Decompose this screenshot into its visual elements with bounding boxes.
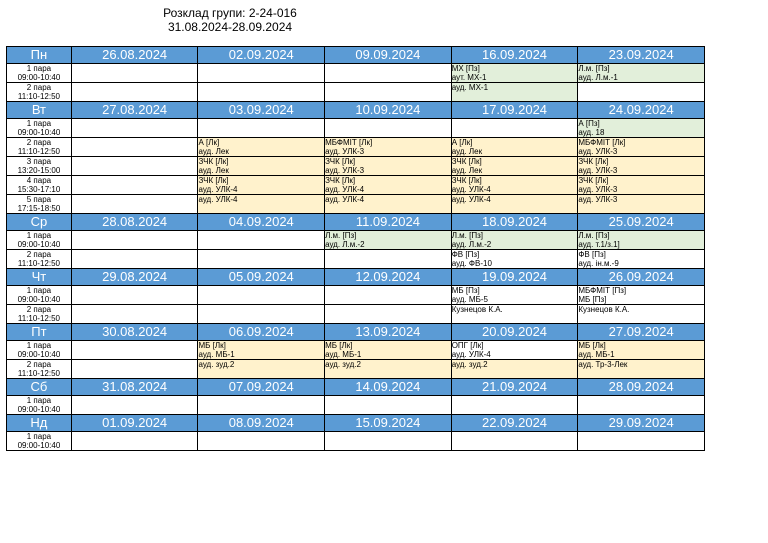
lesson-cell (71, 341, 198, 360)
lesson-cell (325, 64, 452, 83)
day-header-row (7, 47, 705, 64)
lesson-cell[interactable] (451, 83, 578, 102)
lesson-cell (451, 396, 578, 415)
date-header: 13.09.2024 (325, 324, 452, 341)
lesson-cell[interactable] (451, 195, 578, 214)
date-header: 25.09.2024 (578, 214, 705, 231)
date-header: 26.08.2024 (71, 47, 198, 64)
day-name: Нд (7, 415, 72, 432)
lesson-cell[interactable] (451, 360, 578, 379)
lesson-text: ауд. УЛК-3 (578, 195, 618, 204)
date-header: 31.08.2024 (71, 379, 198, 396)
date-header: 09.09.2024 (325, 47, 452, 64)
lesson-cell[interactable] (578, 138, 705, 157)
slot-time-range: 11:10-12:50 (17, 259, 60, 268)
date-header: 11.09.2024 (325, 214, 452, 231)
day-name: Вт (7, 102, 72, 119)
lesson-cell (198, 432, 325, 451)
slot-time-range: 11:10-12:50 (17, 369, 60, 378)
lesson-slot-row (7, 250, 705, 269)
date-header: 29.08.2024 (71, 269, 198, 286)
slot-time-range: 09:00-10:40 (17, 441, 61, 450)
slot-time (7, 286, 72, 305)
date-header: 23.09.2024 (578, 47, 705, 64)
lesson-cell (198, 250, 325, 269)
date-header: 01.09.2024 (71, 415, 198, 432)
slot-number: 1 пара (26, 231, 52, 240)
slot-time (7, 195, 72, 214)
slot-time (7, 138, 72, 157)
lesson-cell (71, 250, 198, 269)
date-header: 18.09.2024 (451, 214, 578, 231)
lesson-cell (325, 305, 452, 324)
lesson-slot-row (7, 432, 705, 451)
lesson-cell (325, 286, 452, 305)
lesson-text: ОПГ [Лк] ауд. УЛК-4 (451, 341, 491, 359)
lesson-cell (578, 83, 705, 102)
day-header-row (7, 269, 705, 286)
date-header: 30.08.2024 (71, 324, 198, 341)
lesson-cell[interactable] (578, 305, 705, 324)
lesson-text: ЗЧК [Лк] ауд. УЛК-3 (325, 157, 365, 175)
day-header-row (7, 379, 705, 396)
schedule-grid (6, 46, 705, 451)
date-header: 29.09.2024 (578, 415, 705, 432)
lesson-cell (71, 305, 198, 324)
schedule-grid-body (7, 47, 705, 451)
lesson-cell[interactable] (451, 138, 578, 157)
lesson-slot-row (7, 119, 705, 138)
slot-number: 1 пара (26, 432, 52, 441)
lesson-cell (71, 195, 198, 214)
lesson-text: ЗЧК [Лк] ауд. УЛК-4 (451, 176, 491, 194)
lesson-cell (71, 360, 198, 379)
slot-time (7, 64, 72, 83)
lesson-cell (578, 396, 705, 415)
lesson-text: ЗЧК [Лк] ауд. Лек (451, 157, 483, 175)
slot-number: 1 пара (26, 286, 52, 295)
lesson-text: Л.м. [Пз] ауд. т.1/з.1] (578, 231, 620, 249)
lesson-slot-row (7, 195, 705, 214)
lesson-text: Л.м. [Пз] ауд. Л.м.-1 (578, 64, 618, 82)
slot-number: 2 пара (26, 360, 52, 369)
date-header: 05.09.2024 (198, 269, 325, 286)
lesson-cell[interactable] (451, 231, 578, 250)
lesson-cell (71, 286, 198, 305)
lesson-cell[interactable] (451, 341, 578, 360)
lesson-cell (71, 64, 198, 83)
lesson-cell (198, 286, 325, 305)
lesson-cell (71, 119, 198, 138)
date-header: 26.09.2024 (578, 269, 705, 286)
lesson-cell[interactable] (451, 64, 578, 83)
lesson-text: ЗЧК [Лк] ауд. УЛК-4 (325, 176, 365, 194)
date-header: 14.09.2024 (325, 379, 452, 396)
date-header: 27.09.2024 (578, 324, 705, 341)
date-header: 17.09.2024 (451, 102, 578, 119)
date-header: 06.09.2024 (198, 324, 325, 341)
lesson-text: ЗЧК [Лк] ауд. Лек (198, 157, 229, 175)
slot-time (7, 305, 72, 324)
lesson-text: МБ [Лк] ауд. МБ-1 (325, 341, 362, 359)
slot-time-range: 09:00-10:40 (17, 128, 61, 137)
date-header: 07.09.2024 (198, 379, 325, 396)
slot-number: 2 пара (26, 250, 52, 259)
lesson-text: ЗЧК [Лк] ауд. УЛК-3 (578, 157, 618, 175)
date-header: 28.09.2024 (578, 379, 705, 396)
lesson-cell (451, 432, 578, 451)
slot-number: 5 пара (26, 195, 52, 204)
slot-time-range: 09:00-10:40 (17, 405, 61, 414)
lesson-slot-row (7, 360, 705, 379)
slot-number: 1 пара (26, 64, 52, 73)
date-header: 28.08.2024 (71, 214, 198, 231)
slot-number: 4 пара (26, 176, 52, 185)
lesson-text: ауд. зуд.2 (451, 360, 488, 369)
lesson-cell (198, 396, 325, 415)
lesson-cell[interactable] (198, 176, 325, 195)
lesson-cell[interactable] (198, 157, 325, 176)
lesson-text: Кузнецов К.А. (578, 305, 630, 314)
lesson-text: МБ [Пз] ауд. МБ-5 (451, 286, 488, 304)
lesson-cell[interactable] (578, 231, 705, 250)
lesson-cell[interactable] (451, 286, 578, 305)
day-header-row (7, 102, 705, 119)
lesson-cell (71, 432, 198, 451)
slot-time (7, 396, 72, 415)
lesson-cell[interactable] (198, 341, 325, 360)
slot-number: 3 пара (26, 157, 52, 166)
lesson-cell[interactable] (451, 305, 578, 324)
lesson-text: ФВ [Пз] ауд. ФВ-10 (451, 250, 492, 268)
lesson-cell (325, 432, 452, 451)
lesson-cell (71, 231, 198, 250)
lesson-cell[interactable] (325, 360, 452, 379)
slot-time-range: 17:15-18:50 (17, 204, 61, 213)
lesson-cell[interactable] (325, 138, 452, 157)
date-header: 16.09.2024 (451, 47, 578, 64)
lesson-text: ауд. УЛК-4 (198, 195, 238, 204)
date-header: 02.09.2024 (198, 47, 325, 64)
lesson-text: Л.м. [Пз] ауд. Л.м.-2 (325, 231, 365, 249)
lesson-text: ЗЧК [Лк] ауд. УЛК-4 (198, 176, 238, 194)
lesson-cell (325, 83, 452, 102)
lesson-cell[interactable] (198, 360, 325, 379)
lesson-slot-row (7, 64, 705, 83)
lesson-text: МБ [Лк] ауд. МБ-1 (198, 341, 235, 359)
lesson-cell[interactable] (578, 157, 705, 176)
lesson-slot-row (7, 286, 705, 305)
lesson-text: МБФМІТ [Пз] МБ [Пз] (578, 286, 627, 304)
lesson-text: А [Пз] ауд. 18 (578, 119, 605, 137)
date-header: 03.09.2024 (198, 102, 325, 119)
day-name: Пт (7, 324, 72, 341)
day-name: Чт (7, 269, 72, 286)
lesson-text: ауд. зуд.2 (325, 360, 361, 369)
schedule-title (150, 6, 310, 34)
slot-time-range: 13:20-15:00 (17, 166, 61, 175)
lesson-cell (71, 157, 198, 176)
lesson-slot-row (7, 396, 705, 415)
lesson-slot-row (7, 176, 705, 195)
lesson-text: МБФМІТ [Лк] ауд. УЛК-3 (325, 138, 373, 156)
day-header-row (7, 324, 705, 341)
schedule-period: 31.08.2024-28.09.2024 (167, 20, 293, 34)
lesson-cell[interactable] (578, 119, 705, 138)
lesson-cell (198, 305, 325, 324)
slot-time-range: 09:00-10:40 (17, 73, 61, 82)
lesson-text: ауд. УЛК-4 (325, 195, 365, 204)
lesson-text: ауд. УЛК-4 (451, 195, 491, 204)
slot-time-range: 09:00-10:40 (17, 295, 61, 304)
slot-time-range: 11:10-12:50 (17, 147, 60, 156)
day-header-row (7, 214, 705, 231)
date-header: 20.09.2024 (451, 324, 578, 341)
lesson-slot-row (7, 341, 705, 360)
slot-time (7, 250, 72, 269)
slot-time (7, 176, 72, 195)
slot-time (7, 360, 72, 379)
date-header: 15.09.2024 (325, 415, 452, 432)
lesson-cell (451, 119, 578, 138)
lesson-cell (71, 396, 198, 415)
lesson-cell (578, 432, 705, 451)
slot-time-range: 09:00-10:40 (17, 240, 61, 249)
lesson-cell (71, 83, 198, 102)
lesson-text: МХ [Пз] аут. МХ-1 (451, 64, 487, 82)
day-header-row (7, 415, 705, 432)
day-name: Сб (7, 379, 72, 396)
lesson-text: МБ [Лк] ауд. МБ-1 (578, 341, 615, 359)
slot-time-range: 15:30-17:10 (17, 185, 61, 194)
lesson-cell[interactable] (578, 64, 705, 83)
day-name: Пн (7, 47, 72, 64)
lesson-text: А [Лк] ауд. Лек (198, 138, 229, 156)
lesson-text: Л.м. [Пз] ауд. Л.м.-2 (451, 231, 492, 249)
slot-number: 2 пара (26, 138, 52, 147)
slot-number: 2 пара (26, 83, 52, 92)
lesson-cell (198, 231, 325, 250)
lesson-cell[interactable] (451, 176, 578, 195)
lesson-cell[interactable] (325, 157, 452, 176)
day-name: Ср (7, 214, 72, 231)
lesson-cell[interactable] (451, 250, 578, 269)
date-header: 24.09.2024 (578, 102, 705, 119)
lesson-cell (325, 119, 452, 138)
slot-time-range: 09:00-10:40 (17, 350, 61, 359)
lesson-cell[interactable] (198, 195, 325, 214)
date-header: 21.09.2024 (451, 379, 578, 396)
lesson-text: А [Лк] ауд. Лек (451, 138, 483, 156)
lesson-cell[interactable] (325, 176, 452, 195)
lesson-cell[interactable] (578, 360, 705, 379)
lesson-cell[interactable] (325, 195, 452, 214)
lesson-cell (198, 119, 325, 138)
slot-time-range: 11:10-12:50 (17, 314, 60, 323)
lesson-text: МБФМІТ [Лк] ауд. УЛК-3 (578, 138, 626, 156)
lesson-cell (325, 250, 452, 269)
slot-number: 2 пара (26, 305, 52, 314)
date-header: 19.09.2024 (451, 269, 578, 286)
lesson-cell[interactable] (451, 157, 578, 176)
lesson-cell (325, 396, 452, 415)
date-header: 08.09.2024 (198, 415, 325, 432)
lesson-cell[interactable] (578, 250, 705, 269)
lesson-cell[interactable] (578, 195, 705, 214)
lesson-slot-row (7, 157, 705, 176)
date-header: 04.09.2024 (198, 214, 325, 231)
lesson-text: ауд. зуд.2 (198, 360, 235, 369)
lesson-cell (71, 138, 198, 157)
lesson-cell[interactable] (325, 341, 452, 360)
slot-time (7, 432, 72, 451)
lesson-text: ЗЧК [Лк] ауд. УЛК-3 (578, 176, 618, 194)
lesson-text: ФВ [Пз] ауд. ін.м.-9 (578, 250, 619, 268)
lesson-cell[interactable] (578, 176, 705, 195)
lesson-cell (198, 83, 325, 102)
lesson-text: Кузнецов К.А. (451, 305, 503, 314)
slot-time (7, 83, 72, 102)
date-header: 22.09.2024 (451, 415, 578, 432)
slot-time (7, 231, 72, 250)
slot-time-range: 11:10-12:50 (17, 92, 60, 101)
schedule-group-title: Розклад групи: 2-24-016 (163, 6, 297, 20)
lesson-slot-row (7, 138, 705, 157)
slot-time (7, 157, 72, 176)
date-header: 10.09.2024 (325, 102, 452, 119)
slot-number: 1 пара (26, 119, 52, 128)
lesson-text: ауд. МХ-1 (451, 83, 489, 92)
date-header: 27.08.2024 (71, 102, 198, 119)
slot-time (7, 341, 72, 360)
slot-number: 1 пара (26, 396, 52, 405)
lesson-slot-row (7, 231, 705, 250)
lesson-cell[interactable] (578, 341, 705, 360)
lesson-cell[interactable] (325, 231, 452, 250)
slot-time (7, 119, 72, 138)
lesson-cell (71, 176, 198, 195)
lesson-cell[interactable] (198, 138, 325, 157)
date-header: 12.09.2024 (325, 269, 452, 286)
lesson-text: ауд. Тр-3-Лек (578, 360, 628, 369)
lesson-cell[interactable] (578, 286, 705, 305)
lesson-slot-row (7, 83, 705, 102)
slot-number: 1 пара (26, 341, 52, 350)
lesson-cell (198, 64, 325, 83)
lesson-slot-row (7, 305, 705, 324)
